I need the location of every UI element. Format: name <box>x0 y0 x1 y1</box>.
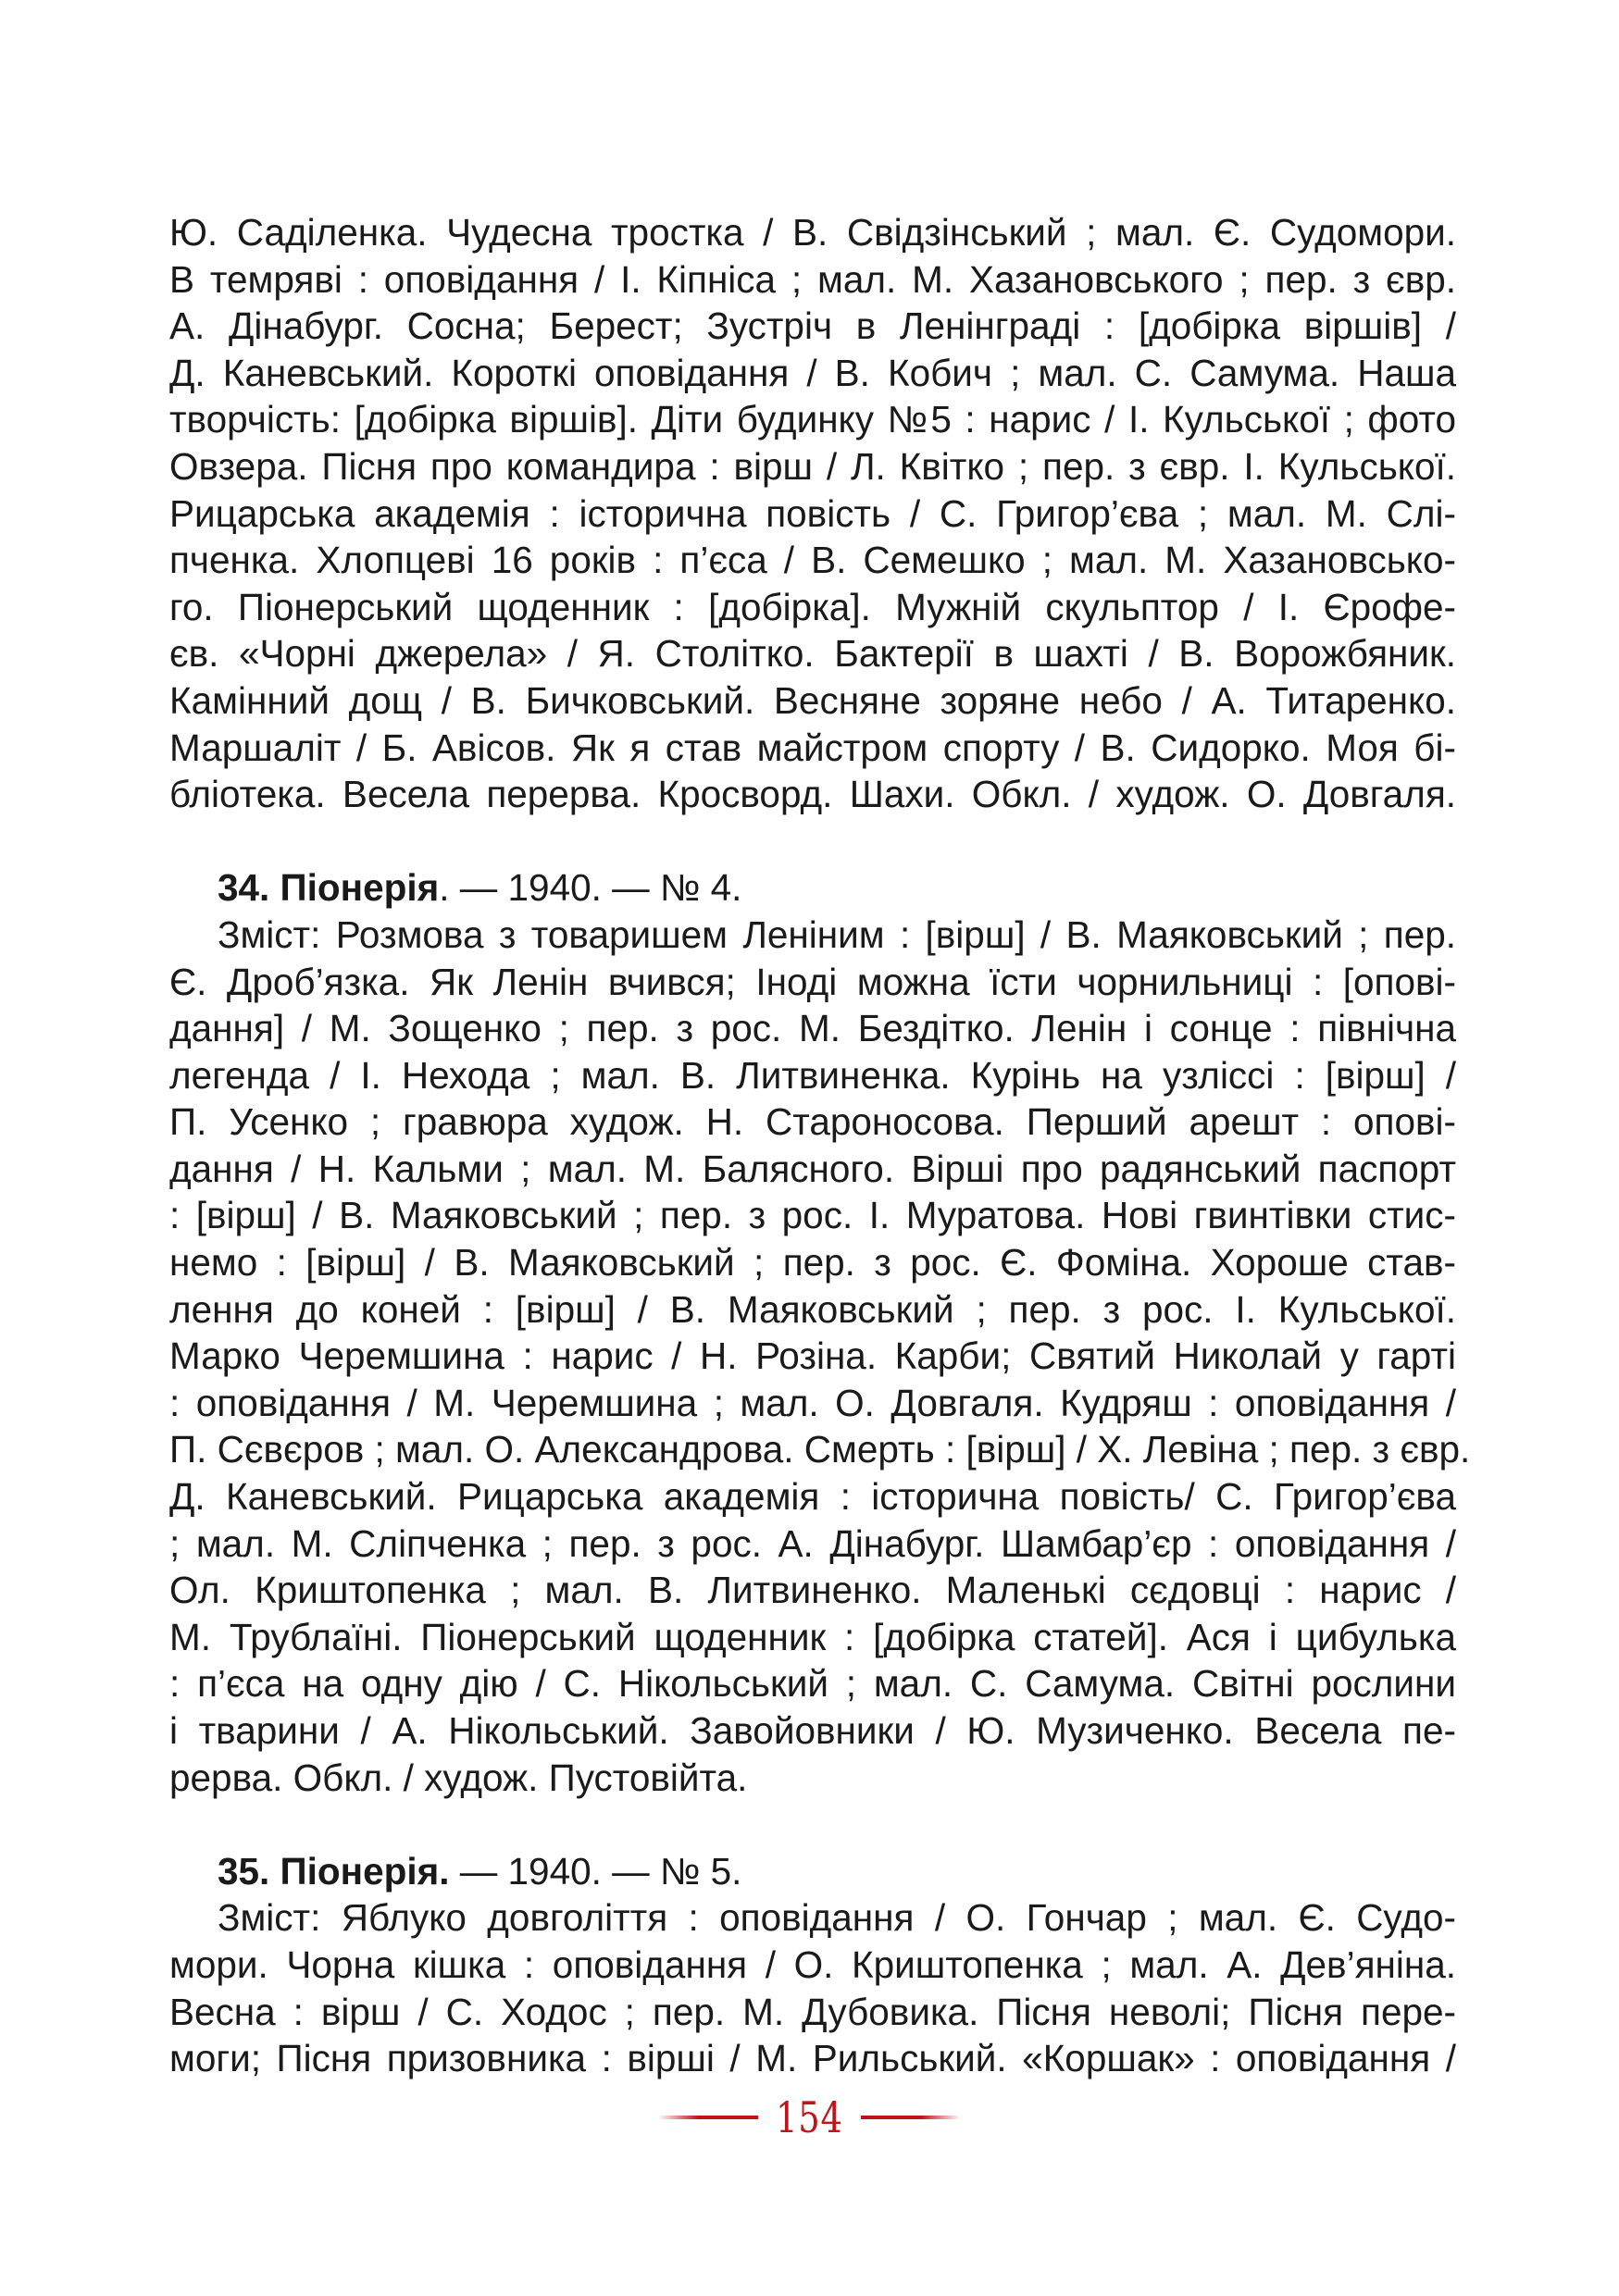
text-line: дання] / М. Зощенко ; пер. з рос. М. Бездітко. Ленін і сонце : північна <box>169 1007 1456 1050</box>
text-line: моги; Пісня призовника : вірші / М. Рильський. «Коршак» : оповідання / <box>169 2037 1456 2080</box>
text-line: А. Дінабург. Сосна; Берест; Зустріч в Ленінграді : [добірка віршів] / <box>169 304 1456 348</box>
text-line: Зміст: Розмова з товаришем Леніним : [вірш] / В. Маяковський ; пер. <box>218 912 1456 956</box>
text-line: П. Сєвєров ; мал. О. Александрова. Смерть : [вірш] / Х. Левіна ; пер. з євр. <box>169 1428 1471 1471</box>
text-line: творчість: [добірка віршів]. Діти будинку №5 : нарис / І. Кульської ; фото <box>169 398 1456 441</box>
text-line: : [вірш] / В. Маяковський ; пер. з рос. І. Муратова. Нові гвинтівки стис- <box>169 1194 1456 1237</box>
text-line: Є. Дроб’язка. Як Ленін вчився; Іноді можна їсти чорнильниці : [опові- <box>169 960 1456 1003</box>
text-line: дання / Н. Кальми ; мал. М. Балясного. Вірші про радянський паспорт <box>169 1147 1456 1190</box>
text-line: пченка. Хлопцеві 16 років : п’єса / В. Семешко ; мал. М. Хазановсько- <box>169 539 1456 582</box>
entry-34 <box>169 864 1471 1801</box>
text-line: рерва. Обкл. / худож. Пустовійта. <box>169 1756 748 1799</box>
page-footer <box>0 2090 1619 2145</box>
text-line: бліотека. Весела перерва. Кросворд. Шахи. Обкл. / худож. О. Довгаля. <box>169 773 1456 816</box>
text-line: Камінний дощ / В. Бичковський. Весняне зоряне небо / А. Титаренко. <box>169 678 1456 722</box>
text-line: Овзера. Пісня про командира : вірш / Л. Квітко ; пер. з євр. І. Кульської. <box>169 444 1456 488</box>
text-line: Д. Каневський. Рицарська академія : історична повість/ С. Григор’єва <box>169 1475 1456 1519</box>
text-line: Ол. Криштопенка ; мал. В. Литвиненко. Маленькі сєдовці : нарис / <box>169 1569 1456 1612</box>
text-line: немо : [вірш] / В. Маяковський ; пер. з рос. Є. Фоміна. Хороше став- <box>169 1241 1456 1285</box>
entry-title: 34. Піонерія <box>218 866 440 910</box>
entry-heading <box>169 864 1456 912</box>
text-line: мори. Чорна кішка : оповідання / О. Криштопенка ; мал. А. Дев’яніна. <box>169 1942 1456 1986</box>
paragraph-gap <box>169 818 1456 865</box>
entry-meta: — 1940. — № 5. <box>449 1849 742 1893</box>
text-line: легенда / І. Нехода ; мал. В. Литвиненка. Курінь на узліссі : [вірш] / <box>169 1053 1456 1097</box>
text-line: Зміст: Яблуко довголіття : оповідання / О. Гончар ; мал. Є. Судо- <box>218 1896 1456 1940</box>
text-line: Маршаліт / Б. Авісов. Як я став майстром спорту / В. Сидорко. Моя бі- <box>169 726 1456 769</box>
footer-rule-right <box>861 2116 961 2119</box>
text-line: ; мал. М. Сліпченка ; пер. з рос. А. Дінабург. Шамбар’єр : оповідання / <box>169 1521 1456 1565</box>
text-line: В темряві : оповідання / І. Кіпніса ; мал. М. Хазановського ; пер. з євр. <box>169 257 1456 301</box>
text-line: Марко Черемшина : нарис / Н. Розіна. Карби; Святий Николай у гарті <box>169 1334 1456 1378</box>
text-line: і тварини / А. Нікольський. Завойовники / Ю. Музиченко. Весела пе- <box>169 1709 1456 1752</box>
text-line: Рицарська академія : історична повість / С. Григор’єва ; мал. М. Слі- <box>169 491 1456 535</box>
text-line: : п’єса на одну дію / С. Нікольський ; мал. С. Самума. Світні рослини <box>169 1662 1456 1706</box>
text-line: го. Піонерський щоденник : [добірка]. Мужній скульптор / І. Єрофе- <box>169 585 1456 628</box>
text-line: лення до коней : [вірш] / В. Маяковський ; пер. з рос. І. Кульської. <box>169 1287 1456 1331</box>
footer-rule-left <box>658 2116 758 2119</box>
text-line: М. Трублаїні. Піонерський щоденник : [добірка статей]. Ася і цибулька <box>169 1615 1456 1658</box>
text-line: Весна : вірш / С. Ходос ; пер. М. Дубовика. Пісня неволі; Пісня пере- <box>169 1990 1456 2033</box>
entry-33-continuation <box>169 209 1456 818</box>
page-number: 154 <box>776 2092 843 2142</box>
text-line: П. Усенко ; гравюра худож. Н. Староносова. Перший арешт : опові- <box>169 1100 1456 1144</box>
entry-35 <box>169 1848 1456 2082</box>
page-body <box>169 209 1471 2082</box>
paragraph-gap <box>169 1801 1456 1848</box>
text-line: Ю. Саділенка. Чудесна тростка / В. Свідзінський ; мал. Є. Судомори. <box>169 211 1456 254</box>
entry-title: 35. Піонерія. <box>218 1849 450 1893</box>
entry-meta: . — 1940. — № 4. <box>439 866 742 910</box>
entry-heading <box>169 1848 1456 1895</box>
text-line: єв. «Чорні джерела» / Я. Столітко. Бактерії в шахті / В. Ворожбяник. <box>169 632 1456 676</box>
text-line: : оповідання / М. Черемшина ; мал. О. Довгаля. Кудряш : оповідання / <box>169 1381 1456 1424</box>
text-line: Д. Каневський. Короткі оповідання / В. Кобич ; мал. С. Самума. Наша <box>169 351 1456 394</box>
